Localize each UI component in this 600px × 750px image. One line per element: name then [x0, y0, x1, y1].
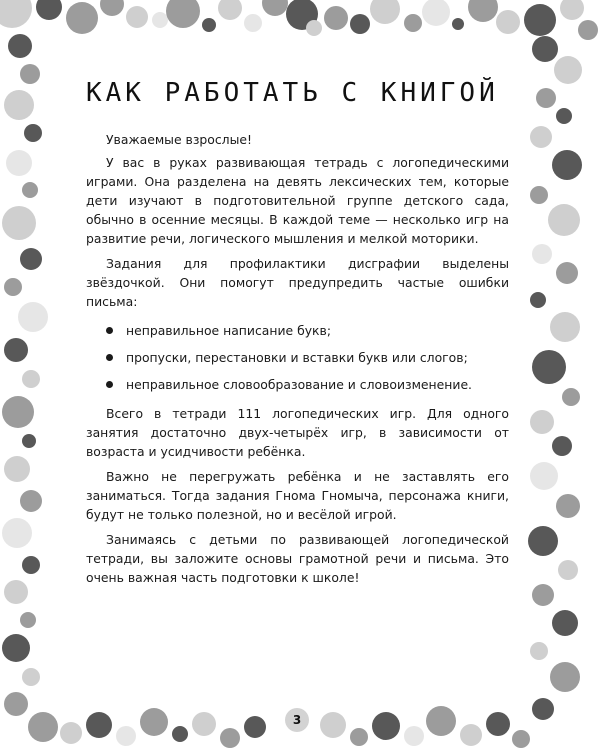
- bullet-icon: [106, 327, 113, 334]
- decorative-dot: [350, 14, 370, 34]
- decorative-dot: [2, 206, 36, 240]
- decorative-dot: [60, 722, 82, 744]
- decorative-dot: [460, 724, 482, 746]
- paragraph: Задания для профилактики дисграфии выделены звёздочкой. Они помогут предупредить частые ошибки письма:: [86, 256, 509, 309]
- decorative-dot: [530, 462, 558, 490]
- decorative-dot: [530, 186, 548, 204]
- decorative-dot: [552, 610, 578, 636]
- decorative-dot: [530, 292, 546, 308]
- decorative-dot: [126, 6, 148, 28]
- paragraph: Важно не перегружать ребёнка и не заставлять его заниматься. Тогда задания Гнома Гномыча, персонажа книги, будут не только полезной, но и весёлой игрой.: [86, 469, 509, 522]
- decorative-dot: [4, 580, 28, 604]
- decorative-dot: [140, 708, 168, 736]
- list-item-text: неправильное словообразование и словоизменение.: [126, 377, 472, 392]
- greeting: Уважаемые взрослые!: [106, 132, 252, 147]
- decorative-dot: [536, 88, 556, 108]
- decorative-dot: [372, 712, 400, 740]
- decorative-dot: [496, 10, 520, 34]
- decorative-dot: [320, 712, 346, 738]
- decorative-dot: [556, 262, 578, 284]
- page-number: 3: [285, 708, 309, 732]
- decorative-dot: [4, 278, 22, 296]
- decorative-dot: [2, 518, 32, 548]
- decorative-dot: [66, 2, 98, 34]
- decorative-dot: [554, 56, 582, 84]
- decorative-dot: [220, 728, 240, 748]
- decorative-dot: [530, 410, 554, 434]
- decorative-dot: [22, 668, 40, 686]
- bullet-list: [86, 317, 509, 398]
- decorative-dot: [244, 14, 262, 32]
- decorative-dot: [22, 182, 38, 198]
- decorative-dot: [4, 338, 28, 362]
- list-item: [86, 371, 509, 398]
- decorative-dot: [528, 526, 558, 556]
- decorative-dot: [20, 612, 36, 628]
- decorative-dot: [530, 642, 548, 660]
- decorative-dot: [262, 0, 288, 16]
- decorative-dot: [4, 456, 30, 482]
- decorative-dot: [218, 0, 242, 20]
- decorative-dot: [532, 350, 566, 384]
- decorative-dot: [8, 34, 32, 58]
- list-item-text: неправильное написание букв;: [126, 323, 332, 338]
- decorative-dot: [20, 490, 42, 512]
- list-item: [86, 344, 509, 371]
- decorative-dot: [20, 64, 40, 84]
- decorative-dot: [24, 124, 42, 142]
- decorative-dot: [22, 434, 36, 448]
- decorative-dot: [556, 108, 572, 124]
- paragraph: У вас в руках развивающая тетрадь с логопедическими играми. Она разделена на девять лексических тем, которые дети изучают в подготовительной группе детского сада, обычно в осенние месяцы. В каждой теме — несколько игр на развитие речи, логического мышления и мелкой моторики.: [86, 155, 509, 246]
- decorative-dot: [524, 4, 556, 36]
- list-item-text: пропуски, перестановки и вставки букв или слогов;: [126, 350, 468, 365]
- decorative-dot: [452, 18, 464, 30]
- decorative-dot: [550, 662, 580, 692]
- decorative-dot: [486, 712, 510, 736]
- decorative-dot: [20, 248, 42, 270]
- decorative-dot: [562, 388, 580, 406]
- decorative-dot: [4, 692, 28, 716]
- decorative-dot: [22, 370, 40, 388]
- decorative-dot: [552, 436, 572, 456]
- decorative-dot: [556, 494, 580, 518]
- decorative-dot: [404, 726, 424, 746]
- decorative-dot: [530, 126, 552, 148]
- decorative-dot: [2, 634, 30, 662]
- decorative-dot: [6, 150, 32, 176]
- decorative-dot: [552, 150, 582, 180]
- decorative-dot: [550, 312, 580, 342]
- decorative-dot: [532, 36, 558, 62]
- decorative-dot: [244, 716, 266, 738]
- decorative-dot: [192, 712, 216, 736]
- page-title: КАК РАБОТАТЬ С КНИГОЙ: [86, 78, 499, 108]
- decorative-dot: [422, 0, 450, 26]
- decorative-dot: [404, 14, 422, 32]
- decorative-dot: [350, 728, 368, 746]
- decorative-dot: [560, 0, 584, 20]
- decorative-dot: [4, 90, 34, 120]
- decorative-dot: [532, 698, 554, 720]
- decorative-dot: [116, 726, 136, 746]
- decorative-dot: [512, 730, 530, 748]
- decorative-dot: [578, 20, 598, 40]
- decorative-dot: [324, 6, 348, 30]
- decorative-dot: [0, 0, 32, 28]
- decorative-dot: [306, 20, 322, 36]
- decorative-dot: [36, 0, 62, 20]
- decorative-dot: [426, 706, 456, 736]
- decorative-dot: [166, 0, 200, 28]
- decorative-dot: [100, 0, 124, 16]
- decorative-dot: [18, 302, 48, 332]
- list-item: [86, 317, 509, 344]
- decorative-dot: [202, 18, 216, 32]
- decorative-dot: [532, 584, 554, 606]
- bullet-icon: [106, 354, 113, 361]
- decorative-dot: [370, 0, 400, 24]
- decorative-dot: [172, 726, 188, 742]
- decorative-dot: [548, 204, 580, 236]
- decorative-dot: [468, 0, 498, 22]
- page-content: [86, 78, 509, 593]
- paragraph: Всего в тетради 111 логопедических игр. Для одного занятия достаточно двух-четырёх игр, в зависимости от возраста и усидчивости ребёнка.: [86, 406, 509, 459]
- decorative-dot: [2, 396, 34, 428]
- decorative-dot: [28, 712, 58, 742]
- decorative-dot: [22, 556, 40, 574]
- bullet-icon: [106, 381, 113, 388]
- decorative-dot: [532, 244, 552, 264]
- paragraph: Занимаясь с детьми по развивающей логопедической тетради, вы заложите основы грамотной речи и письма. Это очень важная часть подготовки к школе!: [86, 532, 509, 585]
- decorative-dot: [86, 712, 112, 738]
- decorative-dot: [558, 560, 578, 580]
